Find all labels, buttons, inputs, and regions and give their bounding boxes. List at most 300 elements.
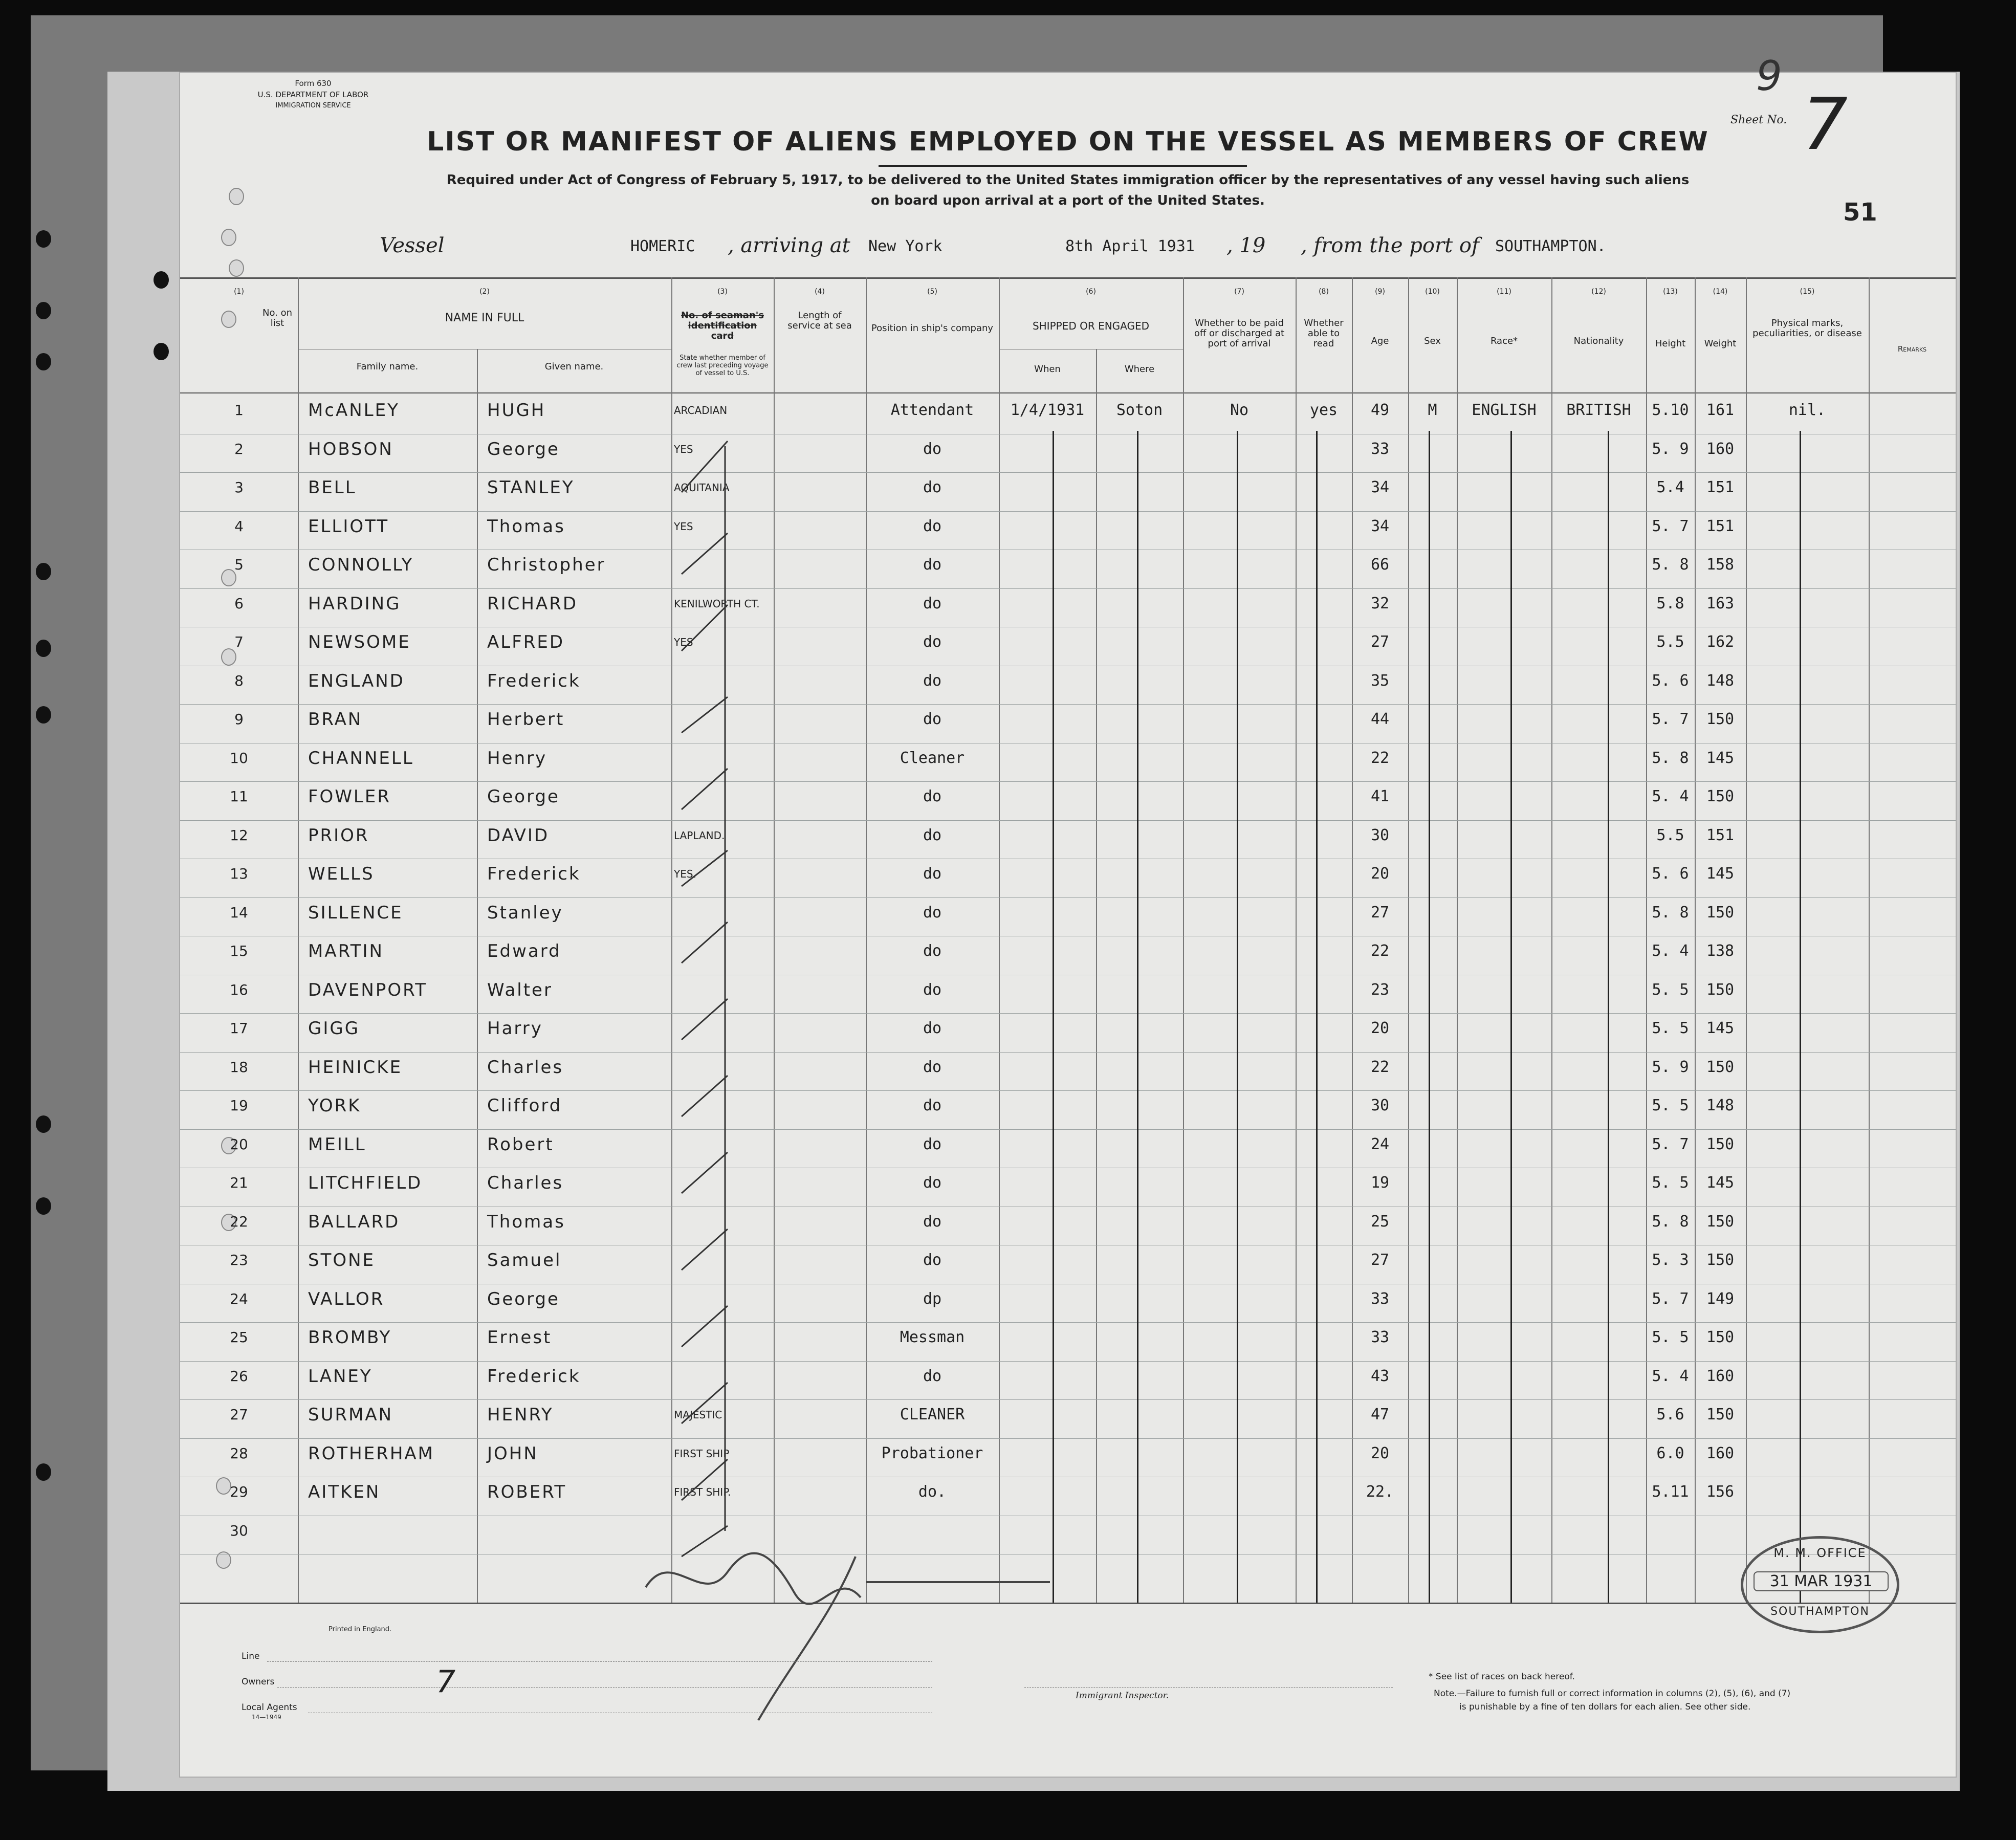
given-name: Samuel [487, 1250, 562, 1271]
position: do [923, 671, 942, 690]
physical-marks: nil. [1788, 401, 1826, 419]
shipped-where: Soton [1116, 401, 1163, 419]
given-name: George [487, 1288, 560, 1309]
position: do [923, 826, 942, 844]
row-number: 23 [230, 1252, 248, 1268]
given-name: Frederick [487, 1366, 581, 1387]
weight: 148 [1706, 671, 1735, 690]
height: 5. 5 [1652, 1328, 1689, 1346]
family-name: ELLIOTT [308, 516, 389, 537]
title-wrap [180, 126, 1956, 157]
table-row [180, 588, 1956, 627]
position: do [923, 787, 942, 805]
binder-hole [36, 1463, 51, 1481]
inspector-label: Immigrant Inspector. [1076, 1691, 1169, 1701]
given-name: Charles [487, 1057, 564, 1078]
races-note: * See list of races on back hereof. [1429, 1672, 1575, 1682]
weight: 151 [1706, 826, 1735, 844]
given-name: Walter [487, 979, 553, 1000]
weight: 145 [1706, 1019, 1735, 1037]
table-row [180, 1245, 1956, 1283]
age: 43 [1370, 1367, 1390, 1385]
age: 33 [1370, 1328, 1390, 1346]
family-name: VALLOR [308, 1288, 385, 1309]
position: do [923, 478, 942, 496]
header-shipped: SHIPPED OR ENGAGED [1032, 320, 1150, 332]
row-number: 25 [230, 1329, 248, 1346]
header-weight: Weight [1704, 338, 1737, 349]
table-row [180, 1207, 1956, 1245]
weight: 150 [1706, 1212, 1735, 1231]
row-number: 16 [230, 981, 248, 998]
family-name: MARTIN [308, 941, 384, 961]
col-num-7: (7) [1234, 288, 1244, 296]
height: 5. 9 [1652, 1058, 1689, 1076]
weight: 145 [1706, 865, 1735, 883]
row-number: 4 [234, 517, 244, 535]
col-num-13: (13) [1663, 288, 1678, 296]
family-name: PRIOR [308, 825, 369, 846]
row-number: 22 [230, 1213, 248, 1230]
binder-hole [36, 1197, 51, 1215]
ditto-line-paid [1237, 431, 1238, 1603]
given-name: Thomas [487, 516, 565, 537]
row-number: 3 [234, 479, 244, 496]
departure-port: SOUTHAMPTON. [1495, 237, 1606, 255]
weight: 145 [1706, 1174, 1735, 1192]
height: 5.6 [1656, 1406, 1684, 1423]
position: do [923, 633, 942, 651]
table-row [180, 1477, 1956, 1515]
given-name: STANLEY [487, 477, 575, 498]
weight: 150 [1706, 1058, 1735, 1076]
header-seaman-card: No. of seaman's identification card [681, 310, 764, 341]
family-name: WELLS [308, 864, 375, 884]
height: 5. 8 [1652, 903, 1689, 922]
binder-hole [36, 353, 51, 370]
family-name: HARDING [308, 593, 401, 614]
position: do [923, 942, 942, 960]
binder-hole [36, 563, 51, 580]
ditto-line-race [1510, 431, 1512, 1603]
row-number: 28 [230, 1444, 248, 1462]
header-where: Where [1124, 364, 1155, 375]
col-num-9: (9) [1375, 288, 1385, 296]
card-note: YES [674, 520, 693, 533]
card-note: YES [674, 443, 693, 455]
col-num-1: (1) [234, 288, 244, 296]
height: 6.0 [1656, 1444, 1684, 1462]
table-row [180, 1013, 1956, 1052]
age: 24 [1370, 1135, 1390, 1153]
col-num-3: (3) [717, 288, 728, 296]
port-label: , from the port of [1301, 234, 1479, 257]
header-height: Height [1655, 338, 1686, 349]
able-to-read: yes [1309, 401, 1338, 419]
family-name: LITCHFIELD [308, 1173, 423, 1193]
binder-hole [36, 230, 51, 248]
given-name: Edward [487, 941, 561, 961]
height: 5.11 [1652, 1483, 1689, 1501]
col-num-8: (8) [1319, 288, 1329, 296]
position: do [923, 556, 942, 574]
table-row [180, 1052, 1956, 1090]
position: dp [923, 1289, 942, 1308]
weight: 162 [1706, 633, 1735, 651]
arriving-label: , arriving at [728, 234, 850, 257]
col-num-15: (15) [1800, 288, 1815, 296]
weight: 160 [1706, 1367, 1735, 1385]
given-name: RICHARD [487, 593, 578, 614]
family-name: STONE [308, 1250, 376, 1271]
ditto-line-nationality [1608, 431, 1609, 1603]
position: do [923, 1367, 942, 1385]
age: 66 [1370, 556, 1390, 574]
age: 32 [1370, 594, 1390, 612]
height: 5. 5 [1652, 980, 1689, 999]
row-number: 17 [230, 1020, 248, 1037]
position: do [923, 1251, 942, 1269]
family-name: GIGG [308, 1018, 360, 1039]
weight: 150 [1706, 1135, 1735, 1153]
table-row [180, 820, 1956, 859]
row-number: 21 [230, 1174, 248, 1191]
binder-hole [36, 706, 51, 724]
age: 27 [1370, 633, 1390, 651]
page-number: 51 [1843, 198, 1877, 227]
age: 44 [1370, 710, 1390, 728]
card-note: KENILWORTH CT. [674, 597, 760, 610]
height: 5. 6 [1652, 671, 1689, 690]
height: 5. 8 [1652, 749, 1689, 767]
family-name: CHANNELL [308, 748, 414, 769]
stamp-top-text: M. M. OFFICE [1773, 1546, 1867, 1560]
table-row [180, 704, 1956, 742]
ditto-line-sex [1429, 431, 1430, 1603]
table-row [180, 1090, 1956, 1129]
owners-mark: 7 [436, 1664, 456, 1700]
binder-hole [36, 302, 51, 319]
family-name: SURMAN [308, 1405, 393, 1425]
family-name: BROMBY [308, 1327, 392, 1348]
line-label: Line [242, 1651, 260, 1661]
age: 33 [1370, 440, 1390, 458]
table-row [180, 1516, 1956, 1554]
table-row [180, 859, 1956, 897]
arrival-date: 8th April 1931 [1065, 237, 1195, 255]
given-name: ROBERT [487, 1482, 567, 1502]
stamp-date: 31 MAR 1931 [1754, 1571, 1889, 1591]
position: Attendant [890, 401, 974, 419]
row-number: 24 [230, 1290, 248, 1307]
position: Probationer [881, 1444, 983, 1462]
weight: 158 [1706, 556, 1735, 574]
position: do [923, 594, 942, 612]
card-note: FIRST SHIP. [674, 1486, 731, 1498]
table-row [180, 743, 1956, 781]
weight: 151 [1706, 517, 1735, 535]
given-name: George [487, 439, 560, 459]
height: 5.5 [1656, 826, 1684, 844]
weight: 149 [1706, 1289, 1735, 1308]
given-name: George [487, 786, 560, 807]
age: 34 [1370, 517, 1390, 535]
check-mark-strokes [671, 431, 774, 1638]
header-able-read: Whether able to read [1304, 318, 1344, 349]
row-number: 19 [230, 1097, 248, 1114]
col-num-12: (12) [1591, 288, 1606, 296]
title-underline [879, 165, 1247, 167]
age: 30 [1370, 826, 1390, 844]
row-number: 10 [230, 749, 248, 766]
row-number: 20 [230, 1135, 248, 1153]
weight: 150 [1706, 903, 1735, 922]
given-name: Robert [487, 1134, 554, 1155]
family-name: BRAN [308, 709, 363, 730]
vessel-name: HOMERIC [630, 237, 695, 255]
year-prefix: , 19 [1226, 234, 1266, 257]
height: 5. 7 [1652, 1135, 1689, 1153]
owners-label: Owners [242, 1677, 275, 1687]
given-name: Clifford [487, 1096, 562, 1116]
printed-note: Printed in England. [328, 1626, 392, 1633]
penalty-note-1: Note.—Failure to furnish full or correct information in columns (2), (5), (6), and (7) [1434, 1689, 1791, 1699]
age: 30 [1370, 1097, 1390, 1114]
form-code: 14—1949 [252, 1714, 281, 1721]
department-name: U.S. DEPARTMENT OF LABOR [257, 90, 369, 99]
punch-hole [221, 311, 236, 328]
family-name: SILLENCE [308, 902, 403, 923]
position: Messman [900, 1328, 965, 1346]
given-name: Ernest [487, 1327, 552, 1348]
height: 5. 9 [1652, 440, 1689, 458]
age: 23 [1370, 980, 1390, 999]
row-number: 5 [234, 556, 244, 573]
age: 25 [1370, 1212, 1390, 1231]
col-num-2: (2) [479, 288, 490, 296]
card-note: ARCADIAN [674, 404, 728, 417]
family-name: MEILL [308, 1134, 366, 1155]
position: do [923, 1097, 942, 1114]
shipped-when: 1/4/1931 [1010, 401, 1085, 419]
family-name: HEINICKE [308, 1057, 403, 1078]
age: 20 [1370, 1444, 1390, 1462]
owners-field [277, 1687, 932, 1688]
given-name: Henry [487, 748, 547, 769]
table-row [180, 395, 1956, 433]
office-stamp [1741, 1536, 1899, 1633]
header-sex: Sex [1424, 336, 1441, 346]
sheet-number: 7 [1802, 83, 1848, 166]
row-number: 13 [230, 865, 248, 882]
age: 27 [1370, 1251, 1390, 1269]
age: 41 [1370, 787, 1390, 805]
age: 22. [1366, 1483, 1394, 1501]
binder-hole [154, 271, 169, 289]
header-seaman-card-note: State whether member of crew last preceding voyage of vessel to U.S. [676, 354, 769, 377]
row-number: 11 [230, 788, 248, 805]
age: 22 [1370, 749, 1390, 767]
family-name: ROTHERHAM [308, 1443, 434, 1464]
table-row [180, 511, 1956, 550]
weight: 156 [1706, 1483, 1735, 1501]
corner-mark: 9 [1756, 52, 1782, 100]
position: do [923, 1058, 942, 1076]
table-top-border [180, 277, 1956, 279]
race: ENGLISH [1472, 401, 1537, 419]
position: do [923, 1174, 942, 1192]
binder-hole [154, 343, 169, 360]
row-number: 29 [230, 1483, 248, 1500]
age: 27 [1370, 903, 1390, 922]
given-name: Stanley [487, 902, 563, 923]
agents-label: Local Agents [242, 1702, 297, 1713]
height: 5.5 [1656, 633, 1684, 651]
header-length-service: Length of service at sea [787, 310, 852, 331]
height: 5.4 [1656, 478, 1684, 496]
table-row [180, 1168, 1956, 1206]
family-name: FOWLER [308, 786, 391, 807]
position: do [923, 440, 942, 458]
given-name: Charles [487, 1173, 564, 1193]
weight: 138 [1706, 942, 1735, 960]
row-number: 2 [234, 440, 244, 457]
given-name: Frederick [487, 670, 581, 691]
col-num-6: (6) [1086, 288, 1096, 296]
table-row [180, 936, 1956, 974]
col-num-14: (14) [1713, 288, 1728, 296]
line-field [267, 1661, 932, 1662]
ditto-line-marks [1800, 431, 1801, 1603]
weight: 148 [1706, 1097, 1735, 1114]
penalty-note-2: is punishable by a fine of ten dollars for each alien. See other side. [1459, 1702, 1751, 1712]
height: 5. 5 [1652, 1174, 1689, 1192]
position: do [923, 1019, 942, 1037]
weight: 150 [1706, 980, 1735, 999]
stamp-bottom-text: SOUTHAMPTON [1770, 1605, 1870, 1618]
age: 47 [1370, 1406, 1390, 1423]
page-title: LIST OR MANIFEST OF ALIENS EMPLOYED ON THE VESSEL AS MEMBERS OF CREW [427, 126, 1709, 157]
position: do [923, 903, 942, 922]
weight: 150 [1706, 1328, 1735, 1346]
table-row [180, 1322, 1956, 1361]
row-number: 7 [234, 633, 244, 650]
age: 35 [1370, 671, 1390, 690]
given-name: DAVID [487, 825, 550, 846]
table-row [180, 1399, 1956, 1438]
weight: 161 [1706, 401, 1735, 419]
weight: 160 [1706, 440, 1735, 458]
weight: 150 [1706, 1251, 1735, 1269]
subtitle-line-2: on board upon arrival at a port of the United States. [871, 193, 1265, 208]
ditto-line-where [1137, 431, 1138, 1603]
row-number: 30 [230, 1522, 248, 1539]
age: 49 [1370, 401, 1390, 419]
table-bottom-border [180, 1603, 1956, 1604]
header-position: Position in ship's company [871, 323, 994, 334]
height: 5. 7 [1652, 1289, 1689, 1308]
header-given-name: Given name. [544, 361, 604, 372]
table-row [180, 781, 1956, 820]
header-age: Age [1371, 336, 1389, 346]
col-num-10: (10) [1425, 288, 1440, 296]
header-remarks: Remarks [1897, 344, 1927, 354]
age: 34 [1370, 478, 1390, 496]
binder-hole [36, 640, 51, 657]
nationality: BRITISH [1566, 401, 1631, 419]
height: 5. 4 [1652, 1367, 1689, 1385]
col-num-5: (5) [927, 288, 937, 296]
family-name: ENGLAND [308, 670, 405, 691]
height: 5. 8 [1652, 1212, 1689, 1231]
header-no-on-list: No. on list [262, 308, 293, 328]
position: CLEANER [900, 1406, 965, 1423]
weight: 145 [1706, 749, 1735, 767]
header-family-name: Family name. [356, 361, 419, 372]
table-row [180, 897, 1956, 936]
table-row [180, 1129, 1956, 1168]
row-number: 15 [230, 943, 248, 959]
table-row [180, 550, 1956, 588]
header-marks: Physical marks, peculiarities, or disease [1752, 318, 1862, 339]
family-name: AITKEN [308, 1482, 381, 1502]
family-name: YORK [308, 1096, 361, 1116]
table-row [180, 1438, 1956, 1477]
height: 5.10 [1652, 401, 1689, 419]
weight: 160 [1706, 1444, 1735, 1462]
given-name: HUGH [487, 400, 546, 421]
subtitle [180, 170, 1956, 211]
header-paid-off: Whether to be paid off or discharged at port of arrival [1194, 318, 1285, 349]
given-name: JOHN [487, 1443, 538, 1464]
punch-hole [221, 229, 236, 246]
height: 5. 4 [1652, 942, 1689, 960]
age: 22 [1370, 942, 1390, 960]
table-row [180, 1361, 1956, 1399]
family-name: CONNOLLY [308, 555, 414, 575]
given-name: Christopher [487, 555, 606, 575]
row-number: 27 [230, 1406, 248, 1423]
family-name: BALLARD [308, 1211, 400, 1232]
row-number: 9 [234, 711, 244, 728]
col-num-4: (4) [815, 288, 825, 296]
table-row [180, 472, 1956, 511]
position: do [923, 517, 942, 535]
given-name: Frederick [487, 864, 581, 884]
age: 19 [1370, 1174, 1390, 1192]
card-note: YES. [674, 868, 696, 880]
inspector-field [1024, 1687, 1393, 1688]
height: 5. 7 [1652, 710, 1689, 728]
height: 5. 3 [1652, 1251, 1689, 1269]
header-when: When [1034, 364, 1061, 375]
row-number: 26 [230, 1367, 248, 1385]
row-number: 8 [234, 672, 244, 689]
height: 5. 7 [1652, 517, 1689, 535]
table-row [180, 975, 1956, 1013]
service-name: IMMIGRATION SERVICE [275, 102, 351, 109]
ditto-line-read [1316, 431, 1318, 1603]
form-header [211, 78, 415, 112]
table-row [180, 666, 1956, 704]
sheet-label: Sheet No. [1730, 114, 1787, 126]
given-name: Herbert [487, 709, 565, 730]
position: do [923, 980, 942, 999]
family-name: NEWSOME [308, 632, 411, 652]
binder-hole [36, 1115, 51, 1133]
ditto-line-when [1053, 431, 1054, 1603]
header-nationality: Nationality [1573, 336, 1624, 346]
